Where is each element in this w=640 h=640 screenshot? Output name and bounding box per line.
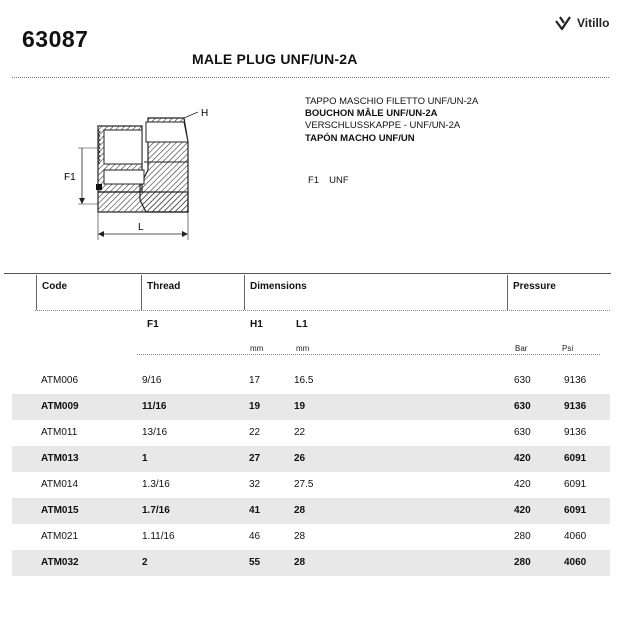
cell-thread: 1.7/16 [142, 505, 170, 516]
cell-bar: 280 [514, 531, 531, 542]
cell-psi: 6091 [564, 505, 587, 516]
cell-h1: 32 [249, 479, 261, 490]
cell-psi: 9136 [564, 401, 587, 412]
cell-l1: 27.5 [294, 479, 314, 490]
cell-h1: 27 [249, 453, 261, 464]
unit-h1: mm [250, 344, 264, 353]
subheader-f1: F1 [147, 319, 159, 330]
name-spanish: TAPÓN MACHO UNF/UN [305, 132, 415, 144]
legend-f1: F1 [308, 175, 320, 186]
cell-thread: 1.11/16 [142, 531, 175, 542]
cell-psi: 4060 [564, 557, 587, 568]
page-title: MALE PLUG UNF/UN-2A [192, 51, 358, 67]
cell-psi: 9136 [564, 375, 587, 386]
cell-thread: 11/16 [142, 401, 167, 412]
table-unit-rule [137, 354, 600, 355]
table-top-rule [4, 273, 611, 274]
legend-unf: UNF [329, 175, 349, 186]
product-number: 63087 [22, 26, 89, 52]
table-header-rule [35, 310, 610, 311]
header-code: Code [42, 281, 67, 292]
table-row [12, 498, 610, 524]
header-pressure: Pressure [513, 281, 556, 292]
cell-code: ATM011 [41, 427, 78, 438]
cell-bar: 630 [514, 427, 531, 438]
cell-l1: 22 [294, 427, 306, 438]
cell-psi: 9136 [564, 427, 587, 438]
cell-h1: 55 [249, 557, 261, 568]
cell-bar: 630 [514, 401, 531, 412]
cell-code: ATM009 [41, 401, 79, 412]
thread-legend [308, 175, 359, 186]
cell-h1: 22 [249, 427, 261, 438]
subheader-h1: H1 [250, 319, 263, 330]
cell-thread: 9/16 [142, 375, 162, 386]
cell-l1: 26 [294, 453, 306, 464]
cell-thread: 1 [142, 453, 148, 464]
cell-thread: 13/16 [142, 427, 168, 438]
table-row [12, 446, 610, 472]
column-divider [244, 275, 245, 310]
cell-psi: 6091 [564, 479, 587, 490]
drawing-label-l: L [138, 222, 144, 233]
cell-code: ATM013 [41, 453, 79, 464]
cell-psi: 6091 [564, 453, 587, 464]
drawing-label-f1: F1 [64, 172, 76, 183]
header-dimensions: Dimensions [250, 281, 307, 292]
product-names [305, 96, 478, 145]
cell-l1: 28 [294, 531, 306, 542]
table-row [12, 472, 610, 498]
cell-code: ATM014 [41, 479, 79, 490]
cell-bar: 420 [514, 479, 531, 490]
cell-l1: 28 [294, 557, 306, 568]
name-french: BOUCHON MÂLE UNF/UN-2A [305, 108, 438, 120]
unit-l1: mm [296, 344, 310, 353]
unit-bar: Bar [515, 344, 528, 353]
cell-bar: 630 [514, 375, 531, 386]
column-divider [507, 275, 508, 310]
cell-bar: 420 [514, 505, 531, 516]
cell-code: ATM015 [41, 505, 79, 516]
cell-bar: 280 [514, 557, 531, 568]
header-thread: Thread [147, 281, 181, 292]
cell-h1: 19 [249, 401, 261, 412]
cell-thread: 1.3/16 [142, 479, 170, 490]
cell-bar: 420 [514, 453, 531, 464]
name-german: VERSCHLUSSKAPPE - UNF/UN-2A [305, 120, 461, 132]
table-row [12, 368, 610, 394]
cell-psi: 4060 [564, 531, 587, 542]
table-row [12, 550, 610, 576]
cell-code: ATM021 [41, 531, 79, 542]
table-row [12, 420, 610, 446]
brand-logo [553, 10, 633, 36]
cell-code: ATM006 [41, 375, 79, 386]
subheader-l1: L1 [296, 319, 308, 330]
column-divider [141, 275, 142, 310]
divider [12, 77, 609, 78]
cell-l1: 28 [294, 505, 306, 516]
cell-h1: 41 [249, 505, 261, 516]
table-row [12, 394, 610, 420]
drawing-label-h: H [201, 108, 209, 119]
cell-h1: 46 [249, 531, 261, 542]
cell-l1: 16.5 [294, 375, 314, 386]
table-row [12, 524, 610, 550]
technical-drawing [60, 100, 300, 250]
brand-name: Vitillo [577, 16, 610, 30]
unit-psi: Psi [562, 344, 574, 353]
cell-thread: 2 [142, 557, 148, 568]
column-divider [36, 275, 37, 310]
vitillo-logo-icon [553, 13, 573, 33]
cell-l1: 19 [294, 401, 306, 412]
cell-h1: 17 [249, 375, 261, 386]
name-italian: TAPPO MASCHIO FILETTO UNF/UN-2A [305, 96, 479, 107]
cell-code: ATM032 [41, 557, 79, 568]
